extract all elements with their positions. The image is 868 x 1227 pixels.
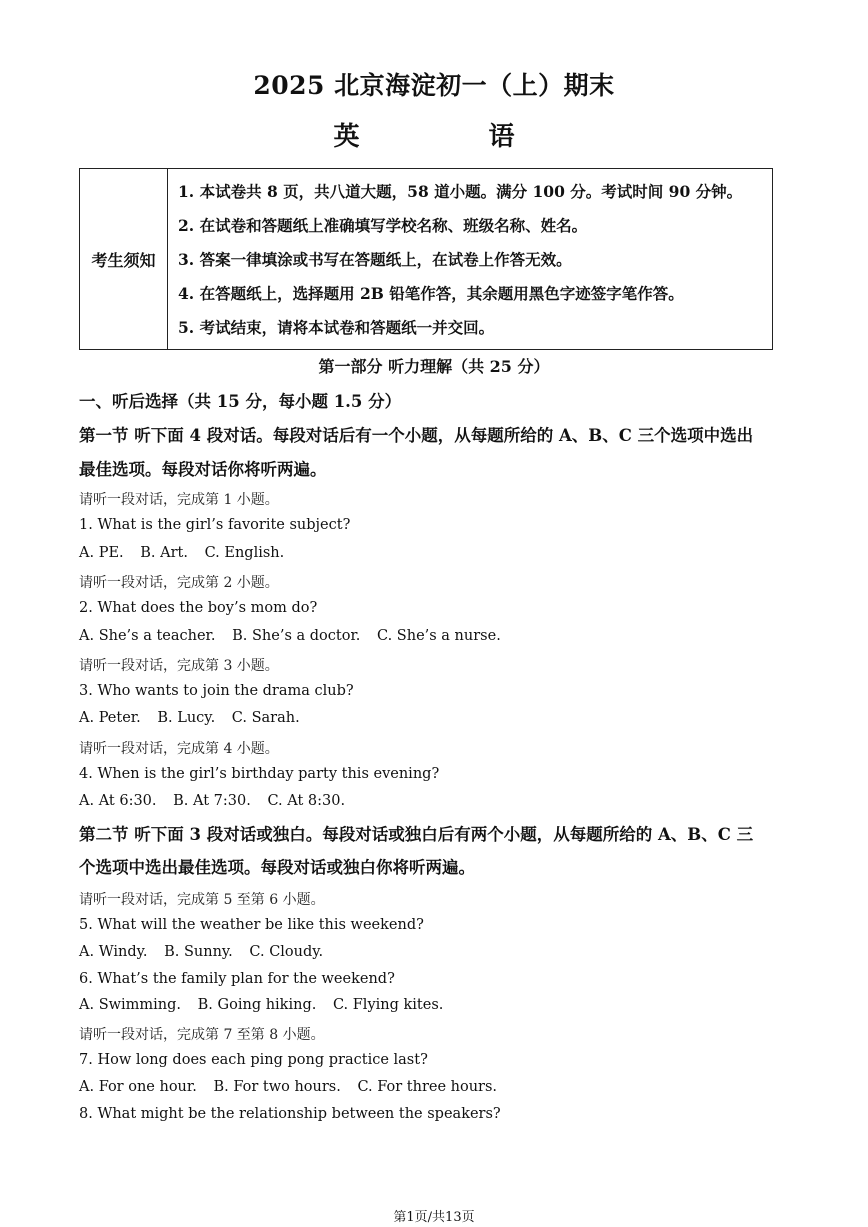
listening-note: 请听一段对话，完成第 2 小题。: [79, 575, 279, 591]
listening-note: 请听一段对话，完成第 4 小题。: [79, 741, 279, 757]
sub2-instruction-line2: 个选项中选出最佳选项。每段对话或独白你将听两遍。: [79, 858, 475, 877]
option-c: C. English.: [204, 545, 285, 561]
question-8: 8. What might be the relationship between the speakers?: [79, 1106, 501, 1122]
candidate-notice-table: [79, 168, 773, 350]
option-c: C. Cloudy.: [249, 944, 324, 960]
option-a: A. At 6:30.: [79, 793, 157, 809]
option-a: A. Peter.: [79, 710, 141, 726]
question-3: 3. Who wants to join the drama club?: [79, 683, 354, 699]
question-2-options: [79, 628, 513, 644]
question-5: 5. What will the weather be like this weekend?: [79, 917, 424, 933]
notice-item: 5. 考试结束，请将本试卷和答题纸一并交回。: [178, 318, 495, 337]
notice-item: 1. 本试卷共 8 页，共八道大题，58 道小题。满分 100 分。考试时间 90 分钟。: [178, 182, 743, 201]
sub1-instruction-line2: 最佳选项。每段对话你将听两遍。: [79, 460, 327, 479]
part1-title: 第一部分 听力理解（共 25 分）: [318, 357, 550, 376]
option-c: C. Sarah.: [231, 710, 300, 726]
notice-heading: 考生须知: [80, 169, 168, 349]
option-c: C. For three hours.: [357, 1079, 498, 1095]
option-b: B. At 7:30.: [173, 793, 251, 809]
subject-title: 英 语: [333, 122, 555, 152]
option-a: A. Swimming.: [79, 997, 182, 1013]
listening-note: 请听一段对话，完成第 7 至第 8 小题。: [79, 1027, 325, 1043]
option-c: C. She’s a nurse.: [377, 628, 501, 644]
question-3-options: [79, 710, 312, 726]
exam-title: 2025 北京海淀初一（上）期末: [253, 71, 615, 100]
option-b: B. Art.: [140, 545, 188, 561]
option-b: B. She’s a doctor.: [232, 628, 361, 644]
question-7: 7. How long does each ping pong practice last?: [79, 1052, 428, 1068]
option-a: A. Windy.: [79, 944, 148, 960]
question-1-options: [79, 545, 296, 561]
notice-item: 4. 在答题纸上，选择题用 2B 铅笔作答，其余题用黑色字迹签字笔作答。: [178, 284, 684, 303]
option-a: A. PE.: [79, 545, 124, 561]
section1-title: 一、听后选择（共 15 分，每小题 1.5 分）: [79, 392, 402, 411]
page-footer: 第1页/共13页: [393, 1210, 475, 1225]
question-4-options: [79, 793, 357, 809]
option-a: A. For one hour.: [79, 1079, 197, 1095]
option-c: C. At 8:30.: [267, 793, 346, 809]
option-b: B. Going hiking.: [197, 997, 317, 1013]
sub2-instruction-line1: 第二节 听下面 3 段对话或独白。每段对话或独白后有两个小题，从每题所给的 A、B、C 三: [79, 825, 754, 844]
option-b: B. For two hours.: [213, 1079, 341, 1095]
notice-list: [168, 169, 772, 349]
option-c: C. Flying kites.: [332, 997, 444, 1013]
question-5-options: [79, 944, 335, 960]
question-6: 6. What’s the family plan for the weekend?: [79, 971, 395, 987]
sub1-instruction-line1: 第一节 听下面 4 段对话。每段对话后有一个小题，从每题所给的 A、B、C 三个选项中选出: [79, 426, 754, 445]
listening-note: 请听一段对话，完成第 3 小题。: [79, 658, 279, 674]
question-2: 2. What does the boy’s mom do?: [79, 600, 318, 616]
notice-item: 2. 在试卷和答题纸上准确填写学校名称、班级名称、姓名。: [178, 216, 588, 235]
option-b: B. Lucy.: [157, 710, 216, 726]
option-a: A. She’s a teacher.: [79, 628, 216, 644]
question-7-options: [79, 1079, 509, 1095]
question-1: 1. What is the girl’s favorite subject?: [79, 517, 351, 533]
listening-note: 请听一段对话，完成第 1 小题。: [79, 492, 279, 508]
notice-item: 3. 答案一律填涂或书写在答题纸上，在试卷上作答无效。: [178, 250, 572, 269]
listening-note: 请听一段对话，完成第 5 至第 6 小题。: [79, 892, 325, 908]
option-b: B. Sunny.: [164, 944, 233, 960]
question-6-options: [79, 997, 455, 1013]
question-4: 4. When is the girl’s birthday party this evening?: [79, 766, 440, 782]
